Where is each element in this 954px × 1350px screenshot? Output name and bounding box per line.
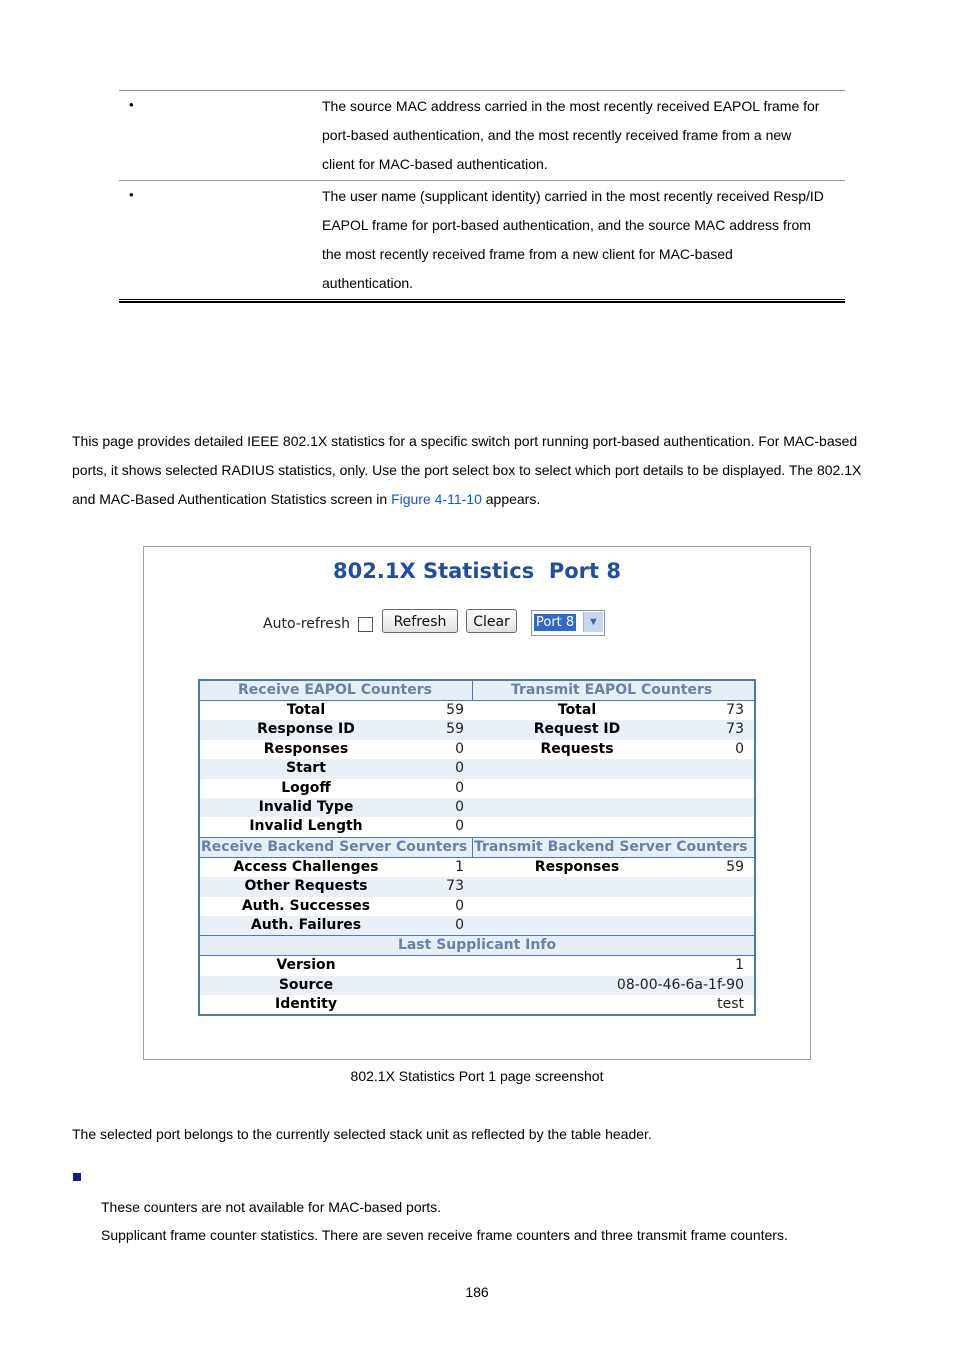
definition-description xyxy=(322,181,842,299)
desc-line: authentication. xyxy=(322,275,414,291)
statistics-screenshot xyxy=(143,546,811,1060)
rx-counter-value: 1 xyxy=(455,858,464,875)
intro-line: ports, it shows selected RADIUS statistics, only. Use the port select box to select which port details to be displayed. The 802.1X xyxy=(72,462,862,478)
rx-counter-value: 59 xyxy=(446,702,464,718)
supplicant-label: Source xyxy=(278,976,334,993)
table-end-rule xyxy=(119,299,845,303)
port-select[interactable] xyxy=(531,610,605,636)
rx-counter-value: 0 xyxy=(455,897,464,914)
stats-row xyxy=(200,740,754,759)
auto-refresh-checkbox[interactable] xyxy=(358,617,373,632)
rx-eapol-header: Receive EAPOL Counters xyxy=(238,682,432,698)
supplicant-value: test xyxy=(717,996,744,1013)
stats-row xyxy=(200,817,754,836)
supplicant-row xyxy=(200,956,754,975)
tx-counter-label: Total xyxy=(557,702,597,718)
auto-refresh-label: Auto-refresh xyxy=(263,616,351,632)
tx-backend-header: Transmit Backend Server Counters xyxy=(474,838,748,855)
rx-counter-value: 0 xyxy=(455,798,464,815)
rx-backend-header: Receive Backend Server Counters xyxy=(201,838,468,855)
intro-paragraph xyxy=(72,427,887,514)
backend-rows xyxy=(200,858,754,936)
supplicant-row xyxy=(200,995,754,1014)
rx-counter-label: Other Requests xyxy=(244,878,368,895)
stats-row xyxy=(200,798,754,817)
supplicant-value: 1 xyxy=(735,957,744,974)
rx-counter-value: 0 xyxy=(455,818,464,835)
statistics-table xyxy=(198,679,756,1016)
desc-line: client for MAC-based authentication. xyxy=(322,156,548,172)
supplicant-label: Version xyxy=(276,957,336,974)
rx-counter-value: 0 xyxy=(455,760,464,777)
stack-note: The selected port belongs to the currently selected stack unit as reflected by the table header. xyxy=(72,1126,652,1142)
rx-counter-label: Responses xyxy=(263,740,349,757)
note-line: These counters are not available for MAC-based ports. xyxy=(101,1199,442,1215)
backend-header-row xyxy=(200,837,754,858)
desc-line: port-based authentication, and the most recently received frame from a new xyxy=(322,127,792,143)
notes xyxy=(101,1193,916,1249)
stats-row xyxy=(200,720,754,739)
figure-link[interactable]: Figure 4-11-10 xyxy=(391,491,482,507)
tx-eapol-header: Transmit EAPOL Counters xyxy=(511,682,713,698)
desc-line: The user name (supplicant identity) carried in the most recently received Resp/ID xyxy=(322,188,824,204)
rx-counter-label: Start xyxy=(286,760,326,777)
rx-counter-label: Auth. Successes xyxy=(241,897,371,914)
supplicant-header-row xyxy=(200,935,754,956)
supplicant-row xyxy=(200,976,754,995)
tx-counter-value: 0 xyxy=(735,740,744,757)
refresh-button[interactable]: Refresh xyxy=(382,609,458,633)
stats-row xyxy=(200,858,754,877)
tx-counter-label: Request ID xyxy=(533,721,621,738)
supplicant-value: 08-00-46-6a-1f-90 xyxy=(616,976,744,993)
rx-counter-value: 0 xyxy=(455,779,464,796)
port-select-value: Port 8 xyxy=(536,615,575,630)
desc-line: The source MAC address carried in the most recently received EAPOL frame for xyxy=(322,98,820,114)
supplicant-rows xyxy=(200,956,754,1014)
definition-description xyxy=(322,91,842,180)
stats-row xyxy=(200,701,754,720)
stats-row xyxy=(200,916,754,935)
intro-text: and MAC-Based Authentication Statistics screen in xyxy=(72,491,392,507)
page-number: 186 xyxy=(465,1284,489,1300)
desc-line: EAPOL frame for port-based authentication, and the source MAC address from xyxy=(322,217,811,233)
definition-row xyxy=(119,90,845,180)
rx-counter-value: 59 xyxy=(446,721,464,738)
stats-row xyxy=(200,877,754,896)
stats-row xyxy=(200,759,754,778)
tx-counter-value: 73 xyxy=(726,721,744,738)
definition-table xyxy=(119,90,845,303)
rx-counter-label: Response ID xyxy=(257,721,355,738)
rx-counter-label: Invalid Length xyxy=(249,818,363,835)
bullet: • xyxy=(129,187,134,202)
square-bullet-icon xyxy=(73,1173,81,1181)
eapol-rows xyxy=(200,701,754,837)
tx-counter-value: 73 xyxy=(726,702,744,718)
desc-line: the most recently received frame from a new client for MAC-based xyxy=(322,246,733,262)
header-divider xyxy=(472,838,473,857)
rx-counter-label: Access Challenges xyxy=(233,858,379,875)
intro-line xyxy=(72,485,887,514)
bullet: • xyxy=(129,97,134,112)
tx-counter-label: Requests xyxy=(540,740,614,757)
rx-counter-label: Total xyxy=(286,702,326,718)
rx-counter-label: Logoff xyxy=(281,779,331,796)
chevron-down-icon[interactable]: ▼ xyxy=(583,612,603,632)
page-title: 802.1X Statistics Port 8 xyxy=(333,559,621,583)
last-supplicant-header: Last Supplicant Info xyxy=(397,937,557,954)
rx-counter-value: 73 xyxy=(446,878,464,895)
intro-text: appears. xyxy=(481,491,541,507)
rx-counter-label: Auth. Failures xyxy=(250,916,362,933)
rx-counter-value: 0 xyxy=(455,916,464,933)
eapol-header-row xyxy=(200,681,754,701)
header-divider xyxy=(472,681,473,700)
stats-row xyxy=(200,779,754,798)
supplicant-label: Identity xyxy=(274,996,337,1013)
rx-counter-label: Invalid Type xyxy=(258,798,354,815)
rx-counter-value: 0 xyxy=(455,740,464,757)
tx-counter-label: Responses xyxy=(534,858,620,875)
tx-counter-value: 59 xyxy=(726,858,744,875)
definition-row xyxy=(119,180,845,299)
note-line: Supplicant frame counter statistics. There are seven receive frame counters and three transmit frame counters. xyxy=(101,1227,788,1243)
clear-button[interactable]: Clear xyxy=(466,609,517,633)
figure-caption: 802.1X Statistics Port 1 page screenshot xyxy=(350,1068,604,1084)
intro-line: This page provides detailed IEEE 802.1X statistics for a specific switch port running port-based authentication. For MAC-based xyxy=(72,433,858,449)
stats-row xyxy=(200,897,754,916)
